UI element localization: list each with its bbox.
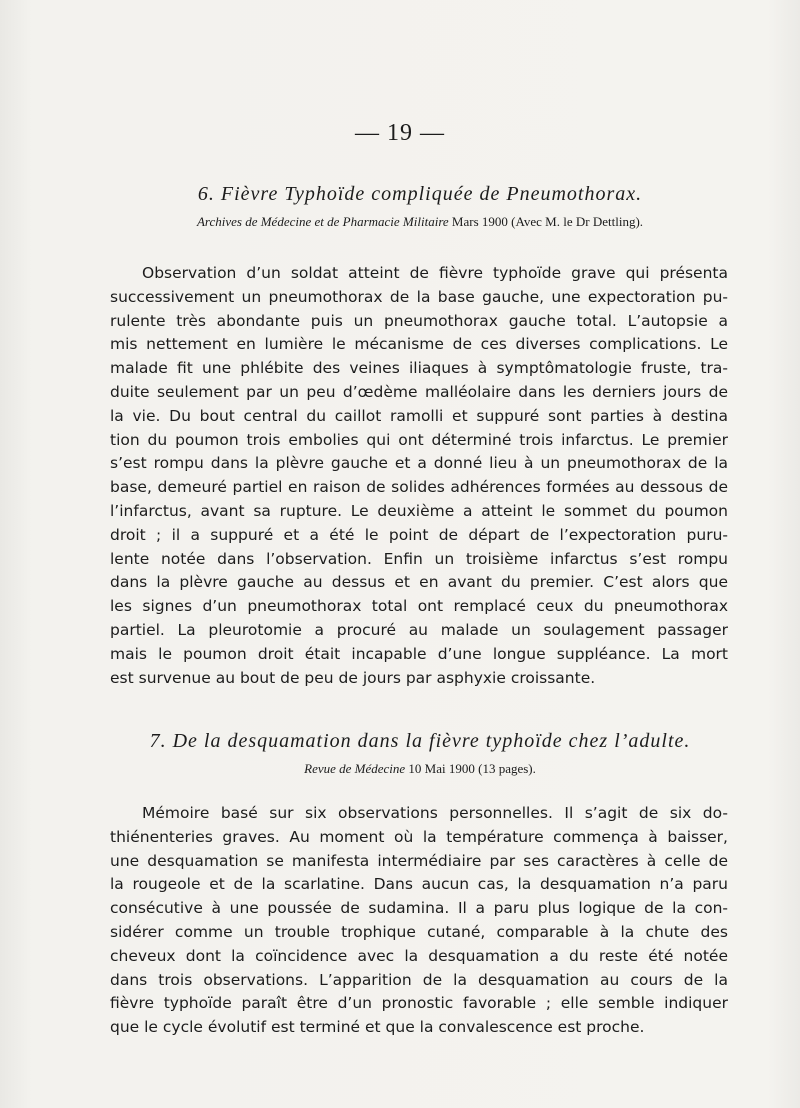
- text-line: lente notée dans l’observation. Enfin un troisième infarctus s’est rompu: [110, 549, 728, 568]
- text-line: une desquamation se manifesta intermédiaire par ses caractères à celle de: [110, 851, 728, 870]
- text-line: droit ; il a suppuré et a été le point de départ de l’expectoration puru-: [110, 525, 728, 544]
- text-line: tion du poumon trois embolies qui ont déterminé trois infarctus. Le premier: [110, 430, 728, 449]
- text-line: base, demeuré partiel en raison de solides adhérences formées au dessous de: [110, 478, 728, 497]
- source-detail: 10 Mai 1900 (13 pages).: [408, 761, 536, 776]
- text-line: la rougeole et de la scarlatine. Dans aucun cas, la desquamation n’a paru: [110, 875, 728, 894]
- text-line: dans la plèvre gauche au dessus et en avant du premier. C’est alors que: [110, 573, 728, 592]
- source-detail: Mars 1900 (Avec M. le Dr Dettling).: [451, 214, 644, 229]
- text-line: les signes d’un pneumothorax total ont remplacé ceux du pneumothorax: [110, 597, 728, 616]
- section-7: [110, 730, 730, 777]
- text-line: sidérer comme un trouble trophique cutané, comparable à la chute des: [110, 922, 728, 941]
- text-line: dans trois observations. L’apparition de la desquamation au cours de la: [110, 970, 728, 989]
- section-7-body: [110, 802, 728, 1040]
- section-title: 6. Fièvre Typhoïde compliquée de Pneumothorax.: [197, 183, 643, 205]
- source-journal: Revue de Médecine: [304, 761, 406, 776]
- text-line: que le cycle évolutif est terminé et que la convalescence est proche.: [110, 1018, 645, 1037]
- text-line: partiel. La pleurotomie a procuré au malade un soulagement passager: [110, 620, 728, 639]
- text-line: malade fit une phlébite des veines iliaques à symptômatologie fruste, tra-: [110, 359, 728, 378]
- text-line: consécutive à une poussée de sudamina. Il a paru plus logique de la con-: [110, 899, 728, 918]
- section-source: [110, 761, 730, 777]
- text-line: mis nettement en lumière le mécanisme de ces diverses complications. Le: [110, 335, 728, 354]
- page-number: — 19 —: [355, 120, 445, 146]
- source-journal: Archives de Médecine et de Pharmacie Militaire: [196, 214, 449, 229]
- section-6-body: [110, 262, 728, 690]
- text-line: duite seulement par un peu d’œdème malléolaire dans les derniers jours de: [110, 382, 728, 401]
- text-line: la vie. Du bout central du caillot ramolli et suppuré sont parties à destina: [110, 406, 728, 425]
- section-title: 7. De la desquamation dans la fièvre typhoïde chez l’adulte.: [149, 730, 691, 752]
- text-line: cheveux dont la coïncidence avec la desquamation a du reste été notée: [110, 946, 728, 965]
- text-line: rulente très abondante puis un pneumothorax gauche total. L’autopsie a: [110, 311, 728, 330]
- text-line: fièvre typhoïde paraît être d’un pronostic favorable ; elle semble indiquer: [110, 994, 728, 1013]
- text-line: Observation d’un soldat atteint de fièvre typhoïde grave qui présenta: [142, 264, 728, 282]
- text-line: s’est rompu dans la plèvre gauche et a donné lieu à un pneumothorax de la: [110, 454, 728, 473]
- text-line: thiénenteries graves. Au moment où la température commença à baisser,: [110, 827, 728, 846]
- section-source: [110, 214, 730, 230]
- text-line: l’infarctus, avant sa rupture. Le deuxième a atteint le sommet du poumon: [110, 501, 728, 520]
- text-line: mais le poumon droit était incapable d’une longue suppléance. La mort: [110, 644, 728, 663]
- text-line: est survenue au bout de peu de jours par asphyxie croissante.: [110, 668, 596, 687]
- section-6: [110, 183, 730, 230]
- text-line: successivement un pneumothorax de la base gauche, une expectoration pu-: [110, 287, 728, 306]
- text-line: Mémoire basé sur six observations personnelles. Il s’agit de six do-: [142, 804, 728, 822]
